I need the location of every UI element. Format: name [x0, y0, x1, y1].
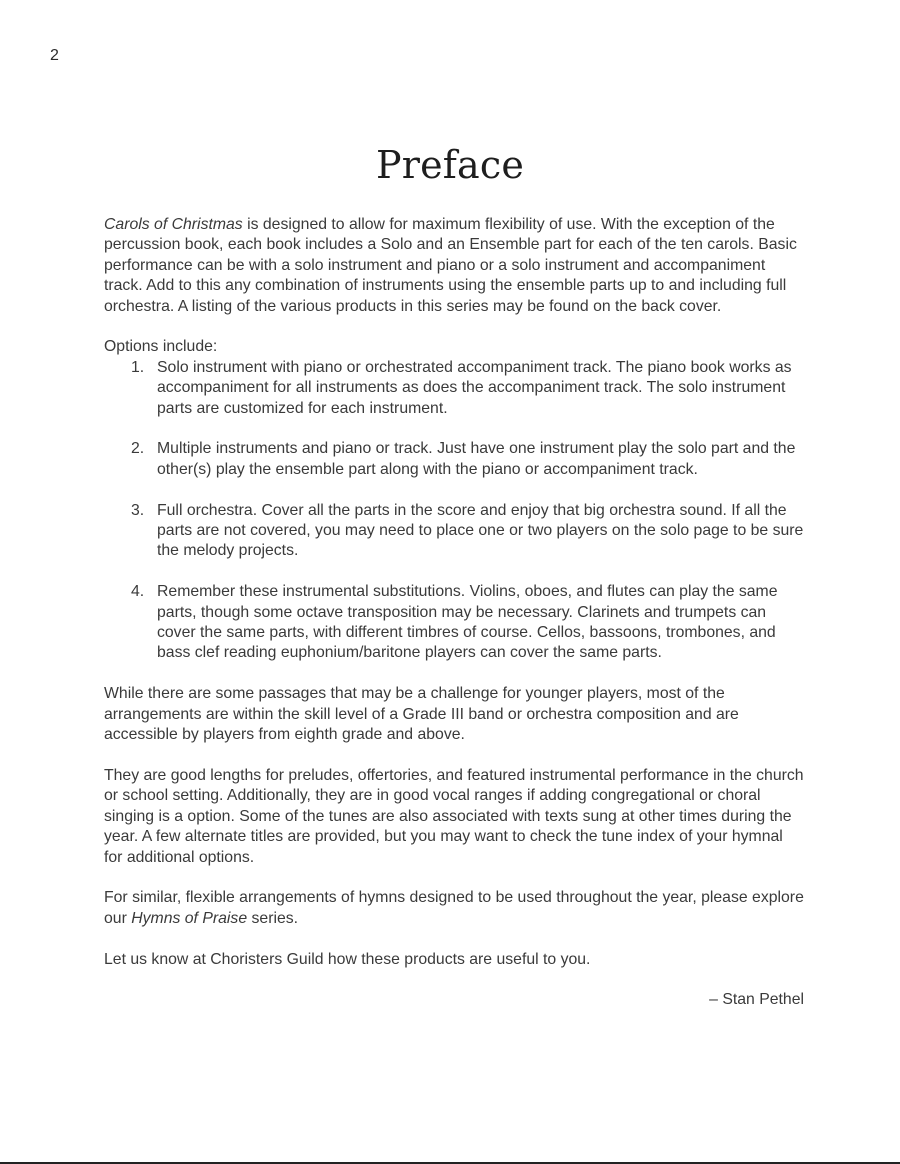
author-signature: – Stan Pethel	[709, 991, 804, 1009]
list-item-text: Solo instrument with piano or orchestrated accompaniment track. The piano book works as accompaniment for all instruments as does the accompaniment track. The solo instrument parts are customized for each instrument.	[157, 358, 792, 417]
intro-paragraph	[104, 215, 804, 317]
list-item-number: 3.	[131, 501, 145, 519]
intro-text: is designed to allow for maximum flexibility of use. With the exception of the percussion book, each book includes a Solo and an Ensemble part for each of the ten carols. Basic performance can be with a solo instrument and piano or a solo instrument and accompaniment track. Add to this any combination of instruments using the ensemble parts up to and including full orchestra. A listing of the various products in this series may be found on the back cover.	[104, 216, 797, 315]
similar-suffix: series.	[247, 909, 299, 927]
list-item-number: 2.	[131, 440, 145, 458]
list-item-text: Remember these instrumental substitutions. Violins, oboes, and flutes can play the same parts, though some octave transposition may be necessary. Clarinets and trumpets can cover the same parts, with different timbres of course. Cellos, bassoons, trombones, and bass clef reading euphonium/baritone players can cover the same parts.	[157, 583, 778, 662]
page-title: Preface	[375, 143, 525, 187]
list-item-number: 1.	[131, 358, 145, 376]
usage-paragraph: They are good lengths for preludes, offertories, and featured instrumental performance in the church or school setting. Additionally, they are in good vocal ranges if adding congregational or choral singing is a option. Some of the tunes are also associated with texts sung at other times during the year. A few alternate titles are provided, but you may want to check the tune index of your hymnal for additional options.	[104, 766, 804, 866]
options-label: Options include:	[104, 338, 218, 356]
list-item	[131, 358, 804, 419]
list-item-text: Multiple instruments and piano or track. Just have one instrument play the solo part and the other(s) play the ensemble part along with the piano or accompaniment track.	[157, 440, 796, 478]
book-title: Carols of Christmas	[104, 216, 243, 233]
feedback-paragraph: Let us know at Choristers Guild how these products are useful to you.	[104, 950, 591, 968]
list-item-number: 4.	[131, 583, 145, 601]
page-number: 2	[50, 47, 59, 64]
similar-paragraph	[104, 888, 804, 929]
options-list	[104, 358, 804, 664]
difficulty-paragraph: While there are some passages that may be a challenge for younger players, most of the arrangements are within the skill level of a Grade III band or orchestra composition and are accessible by players from eighth grade and above.	[104, 685, 739, 744]
list-item	[131, 582, 804, 664]
list-item	[131, 501, 804, 562]
similar-prefix: For similar, flexible arrangements of hymns designed to be used throughout the year, please explore our	[104, 889, 804, 927]
preface-body	[104, 215, 804, 1031]
series-title: Hymns of Praise	[131, 909, 248, 927]
list-item	[131, 439, 804, 480]
list-item-text: Full orchestra. Cover all the parts in the score and enjoy that big orchestra sound. If all the parts are not covered, you may need to place one or two players on the solo page to be sure the melody projects.	[157, 501, 804, 560]
